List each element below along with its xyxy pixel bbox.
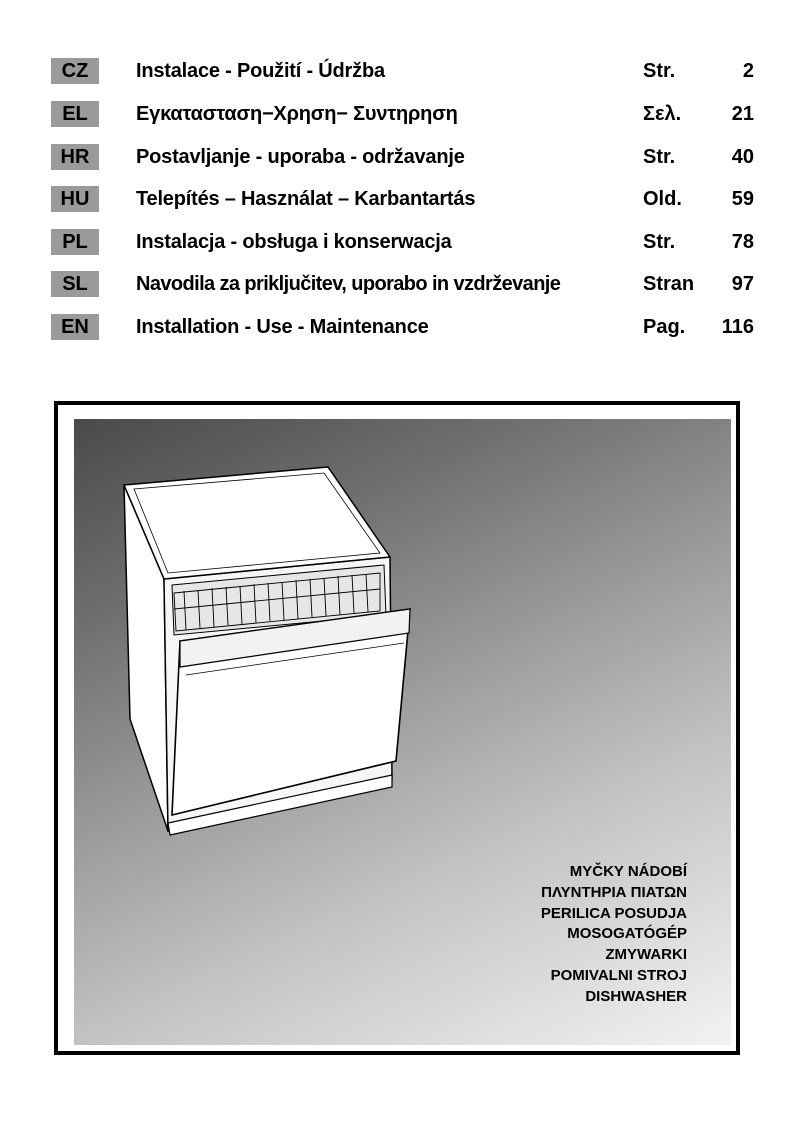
toc-page-label: Str. xyxy=(643,60,676,82)
cover-panel xyxy=(74,419,731,1045)
product-name-list xyxy=(541,862,687,1008)
product-name: DISHWASHER xyxy=(585,987,687,1005)
lang-code: PL xyxy=(51,229,99,255)
lang-code: HU xyxy=(51,186,99,212)
toc-page-label: Σελ. xyxy=(643,103,682,125)
lang-code: EN xyxy=(51,314,99,340)
toc-title: Postavljanje - uporaba - održavanje xyxy=(136,146,465,168)
toc-page-number: 2 xyxy=(742,60,754,82)
product-name: MOSOGATÓGÉP xyxy=(567,925,687,943)
toc-page-number: 116 xyxy=(721,316,754,338)
product-name: ZMYWARKI xyxy=(605,946,687,964)
toc-row-en xyxy=(0,312,802,342)
toc-row-cz xyxy=(0,56,802,86)
toc-page-label: Old. xyxy=(643,188,682,210)
toc-page-number: 40 xyxy=(731,146,754,168)
lang-code: SL xyxy=(51,271,99,297)
product-name: POMIVALNI STROJ xyxy=(550,966,687,984)
toc-title: Installation - Use - Maintenance xyxy=(136,316,429,338)
toc-page-label: Str. xyxy=(643,231,676,253)
toc-page-number: 59 xyxy=(731,188,754,210)
lang-code: EL xyxy=(51,101,99,127)
toc-page-label: Stran xyxy=(643,273,695,295)
product-name: ΠΛΥΝΤΗΡΙΑ ΠΙΑΤΩΝ xyxy=(541,883,687,901)
lang-code: CZ xyxy=(51,58,99,84)
toc-title: Instalacja - obsługa i konserwacja xyxy=(136,231,452,253)
toc-row-hu xyxy=(0,184,802,214)
toc-page-number: 97 xyxy=(731,273,754,295)
cover-frame xyxy=(54,401,740,1055)
product-name: MYČKY NÁDOBÍ xyxy=(569,863,687,880)
toc-row-hr xyxy=(0,142,802,172)
toc-page-label: Str. xyxy=(643,146,676,168)
toc-title: Navodila za priključitev, uporabo in vzdrževanje xyxy=(136,273,561,295)
toc-page-number: 78 xyxy=(731,231,754,253)
toc-title: Instalace - Použití - Údržba xyxy=(136,60,385,82)
toc-row-pl xyxy=(0,227,802,257)
toc-title: Εγκατασταση−Χρηση− Συντηρηση xyxy=(136,103,458,125)
toc-page-number: 21 xyxy=(731,103,754,125)
toc-row-sl xyxy=(0,269,802,299)
toc-row-el xyxy=(0,99,802,129)
lang-code: HR xyxy=(51,144,99,170)
product-name: PERILICA POSUDJA xyxy=(540,904,687,922)
toc-title: Telepítés – Használat – Karbantartás xyxy=(136,188,476,210)
toc-page-label: Pag. xyxy=(643,316,686,338)
